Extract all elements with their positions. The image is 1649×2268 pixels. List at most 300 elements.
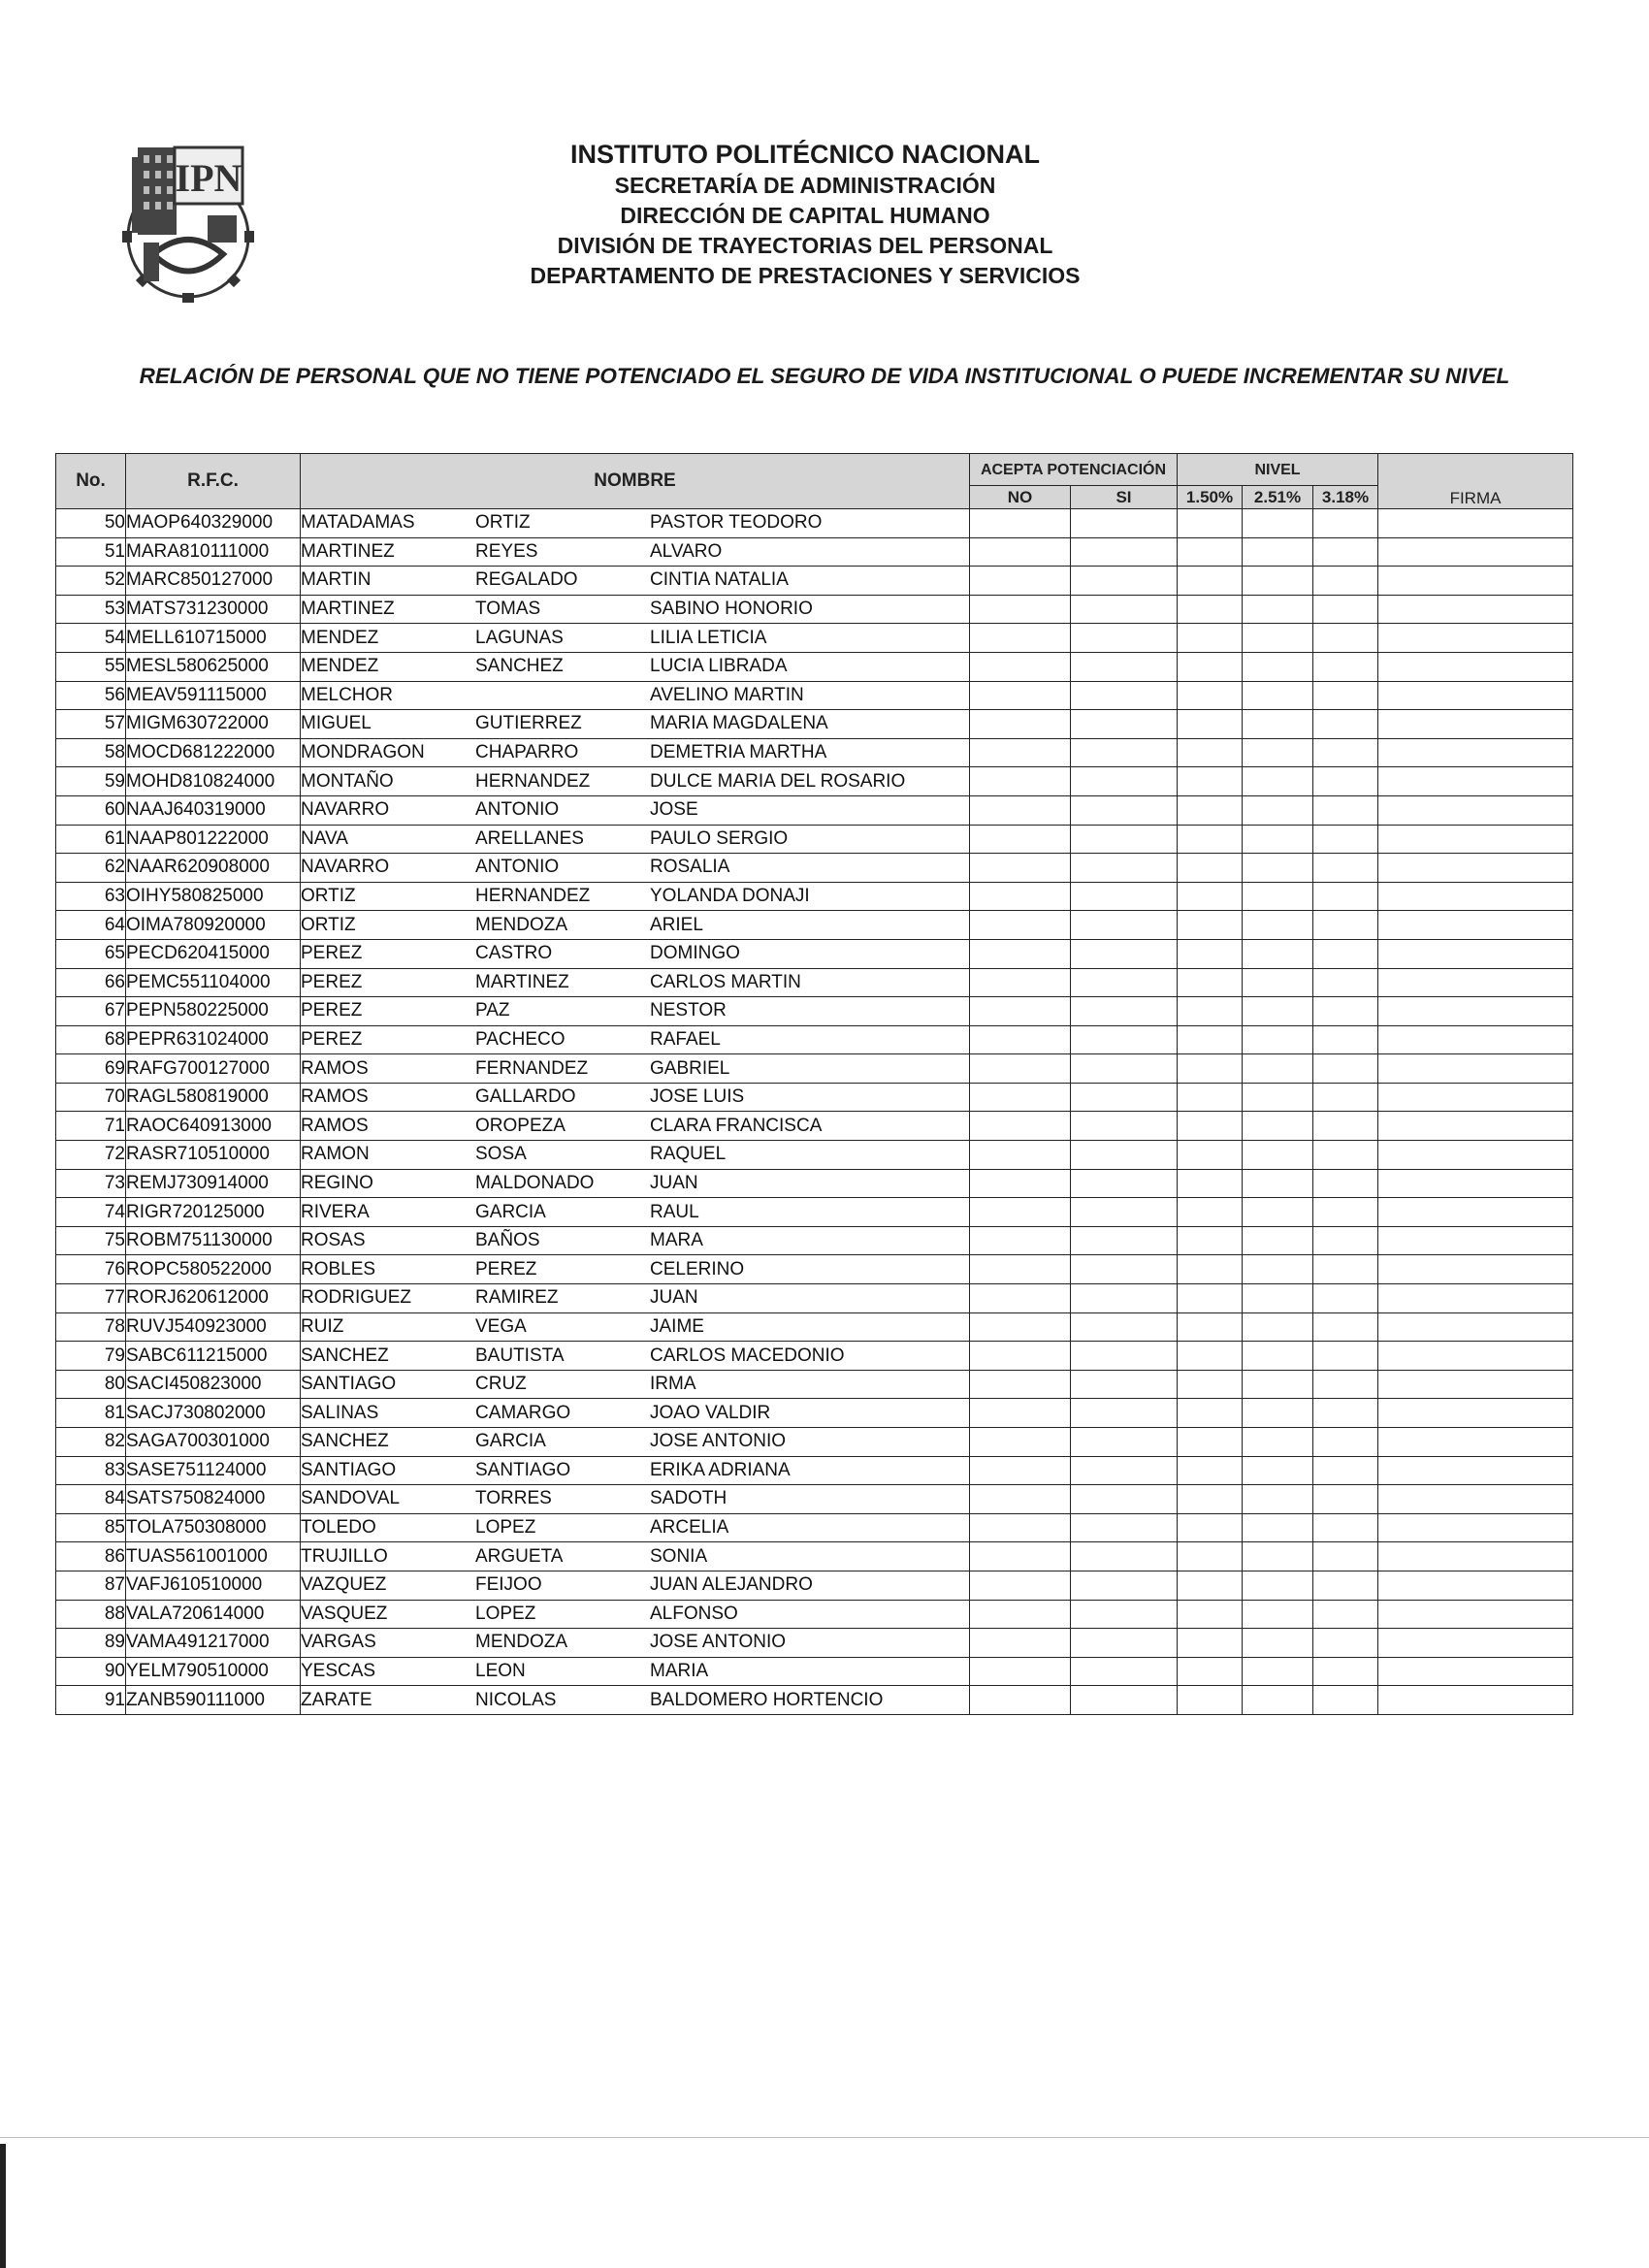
row-nivel-1: [1178, 1428, 1243, 1457]
row-nivel-1: [1178, 911, 1243, 940]
row-maternal-surname: PACHECO: [475, 1028, 566, 1050]
row-rfc: MOCD681222000: [126, 738, 301, 767]
row-maternal-surname: ORTIZ: [475, 512, 531, 534]
row-name: [301, 1025, 970, 1054]
col-header-si-option: SI: [1071, 486, 1178, 509]
row-nivel-2: [1243, 1198, 1313, 1227]
row-maternal-surname: LEON: [475, 1661, 526, 1682]
row-paternal-surname: SALINAS: [301, 1402, 379, 1423]
row-nivel-2: [1243, 1629, 1313, 1658]
row-name: [301, 1456, 970, 1485]
row-firma: [1378, 681, 1573, 710]
row-nivel-3: [1313, 1054, 1378, 1084]
table-row: [56, 795, 1573, 825]
row-acepta-si: [1071, 681, 1178, 710]
row-nivel-2: [1243, 624, 1313, 653]
row-rfc: TUAS561001000: [126, 1542, 301, 1571]
table-row: [56, 1428, 1573, 1457]
row-name: [301, 1485, 970, 1514]
row-name: [301, 652, 970, 681]
row-acepta-no: [970, 1226, 1071, 1255]
row-paternal-surname: NAVA: [301, 827, 348, 849]
row-nivel-2: [1243, 1169, 1313, 1198]
row-firma: [1378, 1255, 1573, 1284]
row-nivel-3: [1313, 537, 1378, 567]
row-given-names: CELERINO: [650, 1258, 745, 1280]
row-acepta-si: [1071, 738, 1178, 767]
row-nivel-3: [1313, 1284, 1378, 1313]
row-nivel-3: [1313, 1169, 1378, 1198]
row-nivel-3: [1313, 1428, 1378, 1457]
row-nivel-1: [1178, 681, 1243, 710]
row-rfc: OIMA780920000: [126, 911, 301, 940]
row-acepta-si: [1071, 624, 1178, 653]
row-name: [301, 882, 970, 911]
row-name: [301, 710, 970, 739]
table-row: [56, 1083, 1573, 1112]
row-given-names: ARCELIA: [650, 1517, 729, 1539]
row-acepta-no: [970, 1399, 1071, 1428]
table-row: [56, 854, 1573, 883]
row-paternal-surname: PEREZ: [301, 943, 363, 964]
row-firma: [1378, 652, 1573, 681]
row-firma: [1378, 1169, 1573, 1198]
table-row: [56, 595, 1573, 624]
row-paternal-surname: REGINO: [301, 1172, 373, 1193]
row-maternal-surname: FEIJOO: [475, 1574, 542, 1596]
row-firma: [1378, 1054, 1573, 1084]
row-number: 56: [56, 681, 126, 710]
row-nivel-3: [1313, 509, 1378, 538]
row-maternal-surname: TORRES: [475, 1488, 552, 1509]
row-acepta-no: [970, 681, 1071, 710]
table-row: [56, 1255, 1573, 1284]
row-nivel-1: [1178, 882, 1243, 911]
row-nivel-2: [1243, 509, 1313, 538]
row-maternal-surname: GARCIA: [475, 1201, 546, 1222]
table-row: [56, 1054, 1573, 1084]
row-maternal-surname: ARGUETA: [475, 1545, 564, 1567]
row-number: 82: [56, 1428, 126, 1457]
row-rfc: RASR710510000: [126, 1141, 301, 1170]
row-acepta-no: [970, 1169, 1071, 1198]
row-maternal-surname: HERNANDEZ: [475, 770, 591, 792]
row-acepta-si: [1071, 1284, 1178, 1313]
row-nivel-3: [1313, 1542, 1378, 1571]
row-nivel-2: [1243, 1485, 1313, 1514]
table-row: [56, 681, 1573, 710]
row-number: 86: [56, 1542, 126, 1571]
row-rfc: RAFG700127000: [126, 1054, 301, 1084]
row-acepta-no: [970, 968, 1071, 997]
row-nivel-2: [1243, 911, 1313, 940]
row-nivel-2: [1243, 1428, 1313, 1457]
row-acepta-si: [1071, 968, 1178, 997]
row-nivel-3: [1313, 911, 1378, 940]
row-number: 80: [56, 1370, 126, 1399]
row-acepta-si: [1071, 1141, 1178, 1170]
row-given-names: MARIA MAGDALENA: [650, 713, 828, 734]
row-nivel-1: [1178, 1342, 1243, 1371]
row-name: [301, 1141, 970, 1170]
row-nivel-2: [1243, 795, 1313, 825]
row-rfc: OIHY580825000: [126, 882, 301, 911]
row-number: 52: [56, 567, 126, 596]
row-firma: [1378, 939, 1573, 968]
row-acepta-no: [970, 1629, 1071, 1658]
direction-name: DIRECCIÓN DE CAPITAL HUMANO: [620, 203, 990, 228]
row-paternal-surname: SANTIAGO: [301, 1374, 397, 1395]
row-nivel-1: [1178, 509, 1243, 538]
row-firma: [1378, 1428, 1573, 1457]
row-firma: [1378, 882, 1573, 911]
row-paternal-surname: MONTAÑO: [301, 770, 394, 792]
row-paternal-surname: TRUJILLO: [301, 1545, 388, 1567]
row-given-names: LUCIA LIBRADA: [650, 656, 788, 677]
row-number: 58: [56, 738, 126, 767]
row-name: [301, 738, 970, 767]
table-row: [56, 509, 1573, 538]
row-firma: [1378, 1485, 1573, 1514]
row-firma: [1378, 997, 1573, 1026]
col-header-no-option: NO: [970, 486, 1071, 509]
row-nivel-2: [1243, 1112, 1313, 1141]
row-rfc: ROBM751130000: [126, 1226, 301, 1255]
row-given-names: IRMA: [650, 1374, 696, 1395]
svg-text:IPN: IPN: [175, 156, 242, 200]
row-maternal-surname: MALDONADO: [475, 1172, 595, 1193]
col-header-nivel: NIVEL: [1178, 454, 1378, 486]
row-given-names: JOSE: [650, 799, 698, 821]
row-acepta-si: [1071, 825, 1178, 854]
row-maternal-surname: GALLARDO: [475, 1086, 576, 1108]
row-rfc: PEPR631024000: [126, 1025, 301, 1054]
row-acepta-si: [1071, 1083, 1178, 1112]
row-rfc: MIGM630722000: [126, 710, 301, 739]
row-given-names: YOLANDA DONAJI: [650, 886, 810, 907]
row-nivel-2: [1243, 1657, 1313, 1686]
row-acepta-no: [970, 1428, 1071, 1457]
row-nivel-1: [1178, 939, 1243, 968]
row-rfc: PEPN580225000: [126, 997, 301, 1026]
row-acepta-si: [1071, 1226, 1178, 1255]
row-acepta-si: [1071, 1485, 1178, 1514]
table-row: [56, 537, 1573, 567]
row-acepta-si: [1071, 1025, 1178, 1054]
table-row: [56, 1198, 1573, 1227]
row-maternal-surname: MARTINEZ: [475, 971, 569, 992]
row-nivel-2: [1243, 567, 1313, 596]
row-nivel-1: [1178, 968, 1243, 997]
table-row: [56, 1542, 1573, 1571]
row-paternal-surname: ORTIZ: [301, 914, 356, 935]
row-acepta-si: [1071, 1571, 1178, 1600]
row-name: [301, 1686, 970, 1715]
row-nivel-1: [1178, 652, 1243, 681]
row-maternal-surname: CHAPARRO: [475, 742, 579, 763]
row-acepta-no: [970, 710, 1071, 739]
row-acepta-no: [970, 767, 1071, 796]
row-paternal-surname: MARTIN: [301, 569, 372, 591]
ipn-seal-icon: [114, 128, 262, 310]
row-name: [301, 939, 970, 968]
row-nivel-3: [1313, 1141, 1378, 1170]
row-maternal-surname: NICOLAS: [475, 1689, 557, 1710]
row-name: [301, 1054, 970, 1084]
row-number: 67: [56, 997, 126, 1026]
row-nivel-2: [1243, 825, 1313, 854]
row-maternal-surname: ARELLANES: [475, 827, 584, 849]
row-nivel-1: [1178, 738, 1243, 767]
row-name: [301, 1542, 970, 1571]
col-header-nombre: NOMBRE: [301, 454, 970, 509]
row-number: 76: [56, 1255, 126, 1284]
row-given-names: JUAN ALEJANDRO: [650, 1574, 813, 1596]
row-nivel-3: [1313, 652, 1378, 681]
row-number: 70: [56, 1083, 126, 1112]
table-row: [56, 567, 1573, 596]
row-acepta-no: [970, 509, 1071, 538]
row-nivel-1: [1178, 1399, 1243, 1428]
row-maternal-surname: ANTONIO: [475, 857, 560, 878]
row-nivel-3: [1313, 1312, 1378, 1342]
table-row: [56, 1169, 1573, 1198]
row-acepta-si: [1071, 1370, 1178, 1399]
row-acepta-si: [1071, 882, 1178, 911]
row-nivel-3: [1313, 1513, 1378, 1542]
table-row: [56, 968, 1573, 997]
row-acepta-no: [970, 997, 1071, 1026]
row-nivel-2: [1243, 1284, 1313, 1313]
row-given-names: BALDOMERO HORTENCIO: [650, 1689, 884, 1710]
row-rfc: PECD620415000: [126, 939, 301, 968]
row-paternal-surname: PEREZ: [301, 1000, 363, 1021]
row-name: [301, 767, 970, 796]
row-firma: [1378, 1513, 1573, 1542]
row-acepta-si: [1071, 1686, 1178, 1715]
row-nivel-3: [1313, 1370, 1378, 1399]
row-given-names: ROSALIA: [650, 857, 730, 878]
row-rfc: VAMA491217000: [126, 1629, 301, 1658]
row-acepta-no: [970, 567, 1071, 596]
row-given-names: PASTOR TEODORO: [650, 512, 823, 534]
row-name: [301, 1370, 970, 1399]
row-rfc: MELL610715000: [126, 624, 301, 653]
row-maternal-surname: BAUTISTA: [475, 1345, 565, 1366]
row-acepta-si: [1071, 1456, 1178, 1485]
row-acepta-no: [970, 1686, 1071, 1715]
row-acepta-si: [1071, 1342, 1178, 1371]
row-nivel-1: [1178, 567, 1243, 596]
row-firma: [1378, 1141, 1573, 1170]
row-given-names: CARLOS MARTIN: [650, 971, 801, 992]
table-row: [56, 1141, 1573, 1170]
row-number: 78: [56, 1312, 126, 1342]
row-nivel-1: [1178, 1141, 1243, 1170]
row-acepta-si: [1071, 1312, 1178, 1342]
row-number: 88: [56, 1600, 126, 1629]
row-paternal-surname: MONDRAGON: [301, 742, 425, 763]
row-nivel-3: [1313, 1342, 1378, 1371]
row-number: 60: [56, 795, 126, 825]
row-given-names: RAQUEL: [650, 1144, 727, 1165]
row-given-names: RAUL: [650, 1201, 699, 1222]
row-firma: [1378, 1571, 1573, 1600]
row-nivel-2: [1243, 595, 1313, 624]
row-firma: [1378, 738, 1573, 767]
row-maternal-surname: CRUZ: [475, 1374, 527, 1395]
row-acepta-no: [970, 825, 1071, 854]
row-acepta-si: [1071, 595, 1178, 624]
row-rfc: REMJ730914000: [126, 1169, 301, 1198]
row-paternal-surname: NAVARRO: [301, 799, 390, 821]
row-given-names: PAULO SERGIO: [650, 827, 789, 849]
row-nivel-2: [1243, 1025, 1313, 1054]
row-nivel-1: [1178, 710, 1243, 739]
row-acepta-no: [970, 1542, 1071, 1571]
row-acepta-no: [970, 1255, 1071, 1284]
row-name: [301, 1169, 970, 1198]
row-given-names: JAIME: [650, 1315, 704, 1337]
row-nivel-3: [1313, 738, 1378, 767]
row-given-names: ARIEL: [650, 914, 703, 935]
row-nivel-1: [1178, 1629, 1243, 1658]
row-given-names: JOSE ANTONIO: [650, 1431, 787, 1452]
row-name: [301, 795, 970, 825]
row-paternal-surname: MIGUEL: [301, 713, 372, 734]
row-nivel-1: [1178, 1370, 1243, 1399]
institution-name: INSTITUTO POLITÉCNICO NACIONAL: [570, 140, 1040, 169]
row-firma: [1378, 710, 1573, 739]
row-nivel-2: [1243, 537, 1313, 567]
row-rfc: MESL580625000: [126, 652, 301, 681]
row-name: [301, 1198, 970, 1227]
row-name: [301, 1226, 970, 1255]
row-nivel-1: [1178, 595, 1243, 624]
row-firma: [1378, 1370, 1573, 1399]
row-rfc: MATS731230000: [126, 595, 301, 624]
row-acepta-no: [970, 537, 1071, 567]
row-firma: [1378, 1083, 1573, 1112]
row-nivel-2: [1243, 652, 1313, 681]
row-name: [301, 997, 970, 1026]
row-acepta-no: [970, 882, 1071, 911]
row-name: [301, 624, 970, 653]
row-nivel-3: [1313, 1456, 1378, 1485]
row-rfc: VAFJ610510000: [126, 1571, 301, 1600]
row-nivel-3: [1313, 1485, 1378, 1514]
row-nivel-1: [1178, 1083, 1243, 1112]
row-acepta-si: [1071, 1513, 1178, 1542]
row-nivel-1: [1178, 1054, 1243, 1084]
row-maternal-surname: LOPEZ: [475, 1517, 536, 1539]
row-acepta-si: [1071, 1255, 1178, 1284]
row-firma: [1378, 854, 1573, 883]
row-acepta-no: [970, 1141, 1071, 1170]
row-firma: [1378, 1198, 1573, 1227]
row-name: [301, 1083, 970, 1112]
row-given-names: JUAN: [650, 1172, 698, 1193]
row-nivel-3: [1313, 1025, 1378, 1054]
table-row: [56, 997, 1573, 1026]
row-given-names: MARIA: [650, 1661, 709, 1682]
row-maternal-surname: PAZ: [475, 1000, 510, 1021]
row-acepta-si: [1071, 795, 1178, 825]
row-given-names: RAFAEL: [650, 1028, 721, 1050]
table-row: [56, 939, 1573, 968]
row-nivel-2: [1243, 997, 1313, 1026]
row-given-names: AVELINO MARTIN: [650, 684, 804, 705]
row-nivel-3: [1313, 1600, 1378, 1629]
row-nivel-1: [1178, 854, 1243, 883]
row-rfc: TOLA750308000: [126, 1513, 301, 1542]
row-number: 57: [56, 710, 126, 739]
row-paternal-surname: ROBLES: [301, 1258, 376, 1280]
row-given-names: ALFONSO: [650, 1603, 738, 1624]
secretariat-name: SECRETARÍA DE ADMINISTRACIÓN: [614, 173, 996, 198]
row-nivel-3: [1313, 1083, 1378, 1112]
row-maternal-surname: GUTIERREZ: [475, 713, 582, 734]
row-name: [301, 825, 970, 854]
row-number: 54: [56, 624, 126, 653]
row-firma: [1378, 1542, 1573, 1571]
row-nivel-3: [1313, 1226, 1378, 1255]
row-given-names: DEMETRIA MARTHA: [650, 742, 827, 763]
row-firma: [1378, 509, 1573, 538]
row-nivel-1: [1178, 1284, 1243, 1313]
row-given-names: NESTOR: [650, 1000, 727, 1021]
row-name: [301, 509, 970, 538]
col-header-nivel-3: 3.18%: [1313, 486, 1378, 509]
row-number: 64: [56, 911, 126, 940]
row-name: [301, 1312, 970, 1342]
personnel-table: [55, 453, 1573, 1715]
row-given-names: CINTIA NATALIA: [650, 569, 789, 591]
row-firma: [1378, 537, 1573, 567]
row-number: 73: [56, 1169, 126, 1198]
row-number: 69: [56, 1054, 126, 1084]
row-paternal-surname: RAMOS: [301, 1115, 369, 1136]
row-paternal-surname: MELCHOR: [301, 684, 394, 705]
table-row: [56, 1370, 1573, 1399]
row-nivel-2: [1243, 1513, 1313, 1542]
row-paternal-surname: MATADAMAS: [301, 512, 415, 534]
row-number: 62: [56, 854, 126, 883]
row-number: 77: [56, 1284, 126, 1313]
row-maternal-surname: HERNANDEZ: [475, 886, 591, 907]
row-paternal-surname: RAMON: [301, 1144, 370, 1165]
row-firma: [1378, 1025, 1573, 1054]
row-nivel-3: [1313, 854, 1378, 883]
row-nivel-1: [1178, 1112, 1243, 1141]
row-given-names: DULCE MARIA DEL ROSARIO: [650, 770, 906, 792]
row-number: 90: [56, 1657, 126, 1686]
row-nivel-1: [1178, 1542, 1243, 1571]
row-rfc: SACJ730802000: [126, 1399, 301, 1428]
table-row: [56, 1399, 1573, 1428]
row-acepta-si: [1071, 997, 1178, 1026]
row-nivel-3: [1313, 624, 1378, 653]
row-paternal-surname: MENDEZ: [301, 656, 379, 677]
row-paternal-surname: ROSAS: [301, 1230, 366, 1251]
table-row: [56, 1513, 1573, 1542]
table-row: [56, 882, 1573, 911]
row-firma: [1378, 795, 1573, 825]
row-paternal-surname: RAMOS: [301, 1086, 369, 1108]
row-maternal-surname: VEGA: [475, 1315, 527, 1337]
row-acepta-no: [970, 1198, 1071, 1227]
row-nivel-3: [1313, 997, 1378, 1026]
